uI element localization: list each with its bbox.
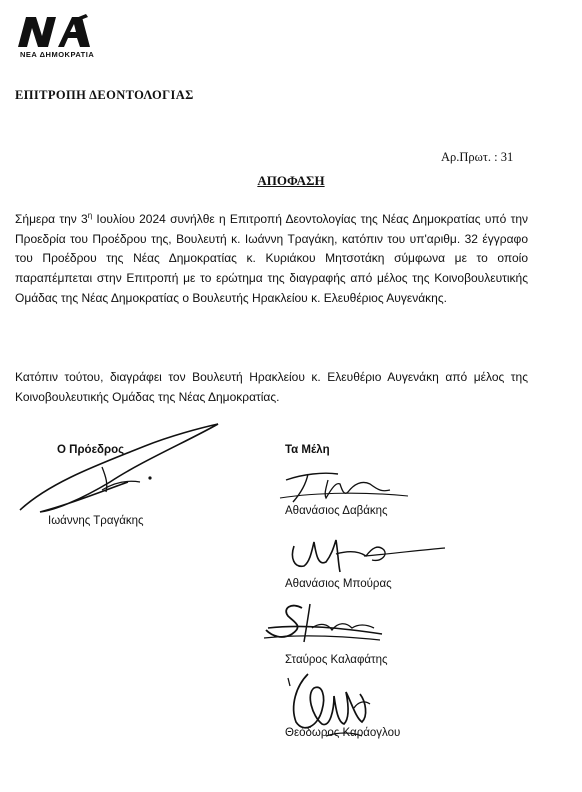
member-name-4: Θεόδωρος Καράογλου	[285, 727, 401, 739]
members-label: Τα Μέλη	[285, 444, 330, 456]
document-title	[0, 173, 582, 189]
president-label: Ο Πρόεδρος	[57, 444, 125, 456]
decision-paragraph-2: Κατόπιν τούτου, διαγράφει τον Βουλευτή Ηρακλείου κ. Ελευθέριο Αυγενάκη από μέλος της Κοινοβουλευτικής Ομάδας της Νέας Δημοκρατίας.	[15, 370, 528, 404]
document-title-text: ΑΠΟΦΑΣΗ	[257, 173, 325, 188]
paragraph-1-start: Σήμερα την 3	[15, 212, 88, 226]
president-signature	[10, 412, 225, 522]
decision-paragraph-1	[15, 210, 528, 309]
logo-text: ΝΕΑ ΔΗΜΟΚΡΑΤΙΑ	[20, 50, 95, 59]
protocol-number: Αρ.Πρωτ. : 31	[441, 150, 514, 164]
member-name-3: Σταύρος Καλαφάτης	[285, 654, 388, 666]
nd-logo	[14, 14, 114, 60]
member-signature-3	[262, 598, 402, 648]
nd-logo-mark	[14, 14, 110, 48]
committee-heading: ΕΠΙΤΡΟΠΗ ΔΕΟΝΤΟΛΟΓΙΑΣ	[15, 88, 194, 102]
member-name-2: Αθανάσιος Μπούρας	[285, 578, 392, 590]
date-superscript: η	[87, 211, 93, 220]
member-signature-2	[280, 532, 450, 582]
president-name: Ιωάννης Τραγάκης	[48, 515, 144, 527]
member-name-1: Αθανάσιος Δαβάκης	[285, 505, 388, 517]
member-signature-1	[278, 462, 418, 507]
paragraph-1-rest: Ιουλίου 2024 συνήλθε η Επιτροπή Δεοντολογίας της Νέας Δημοκρατίας υπό την Προεδρία του Προέδρου της, Βουλευτή κ. Ιωάννη Τραγάκη, κατόπιν του υπ'αριθμ. 32 έγγραφο του Προέδρου της Νέας Δημοκρατίας κ. Κυριάκου Μητσοτάκη σύμφωνα με το οποίο παραπέμπεται στην Επιτροπή με το ερώτημα της διαγραφής από μέλος της Κοινοβουλευτικής Ομάδας της Νέας Δημοκρατίας ο Βουλευτής Ηρακλείου κ. Ελευθέριος Αυγενάκης.	[15, 212, 528, 305]
